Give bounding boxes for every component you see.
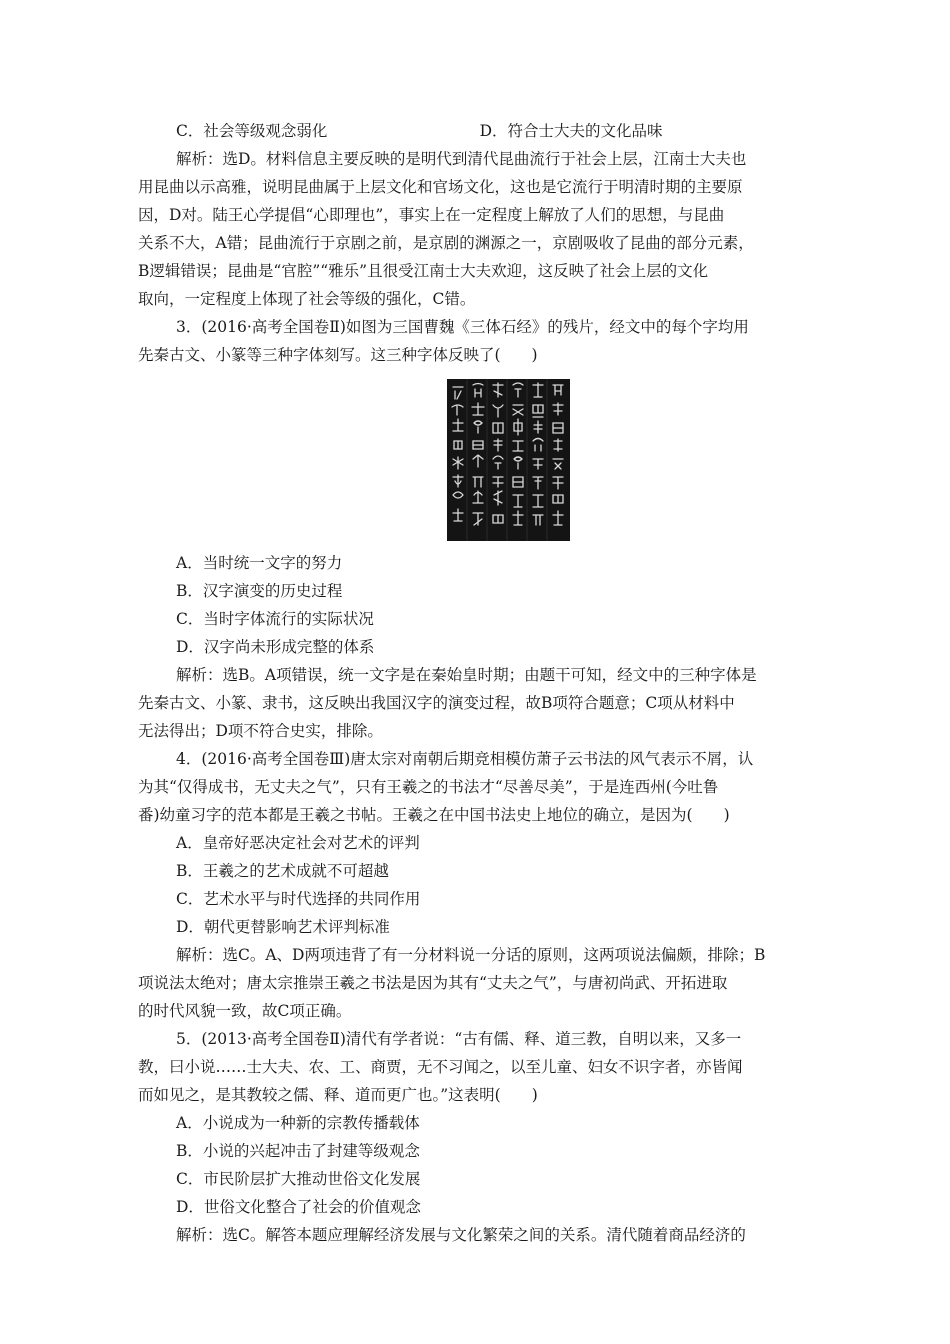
q3-analysis-line: 解析：选B。A项错误，统一文字是在秦始皇时期；由题干可知，经文中的三种字体是 — [176, 666, 757, 684]
q3-stem-line: 3．(2016·高考全国卷Ⅱ)如图为三国曹魏《三体石经》的残片，经文中的每个字均用 — [176, 318, 749, 336]
q5-option: C．市民阶层扩大推动世俗文化发展 — [176, 1170, 421, 1188]
q4-option: D．朝代更替影响艺术评判标准 — [176, 918, 390, 936]
q4-option: A．皇帝好恶决定社会对艺术的评判 — [176, 834, 420, 852]
q4-stem-line: 番)幼童习字的范本都是王羲之书帖。王羲之在中国书法史上地位的确立，是因为( ) — [138, 806, 730, 824]
q4-analysis-line: 解析：选C。A、D两项违背了有一分材料说一分话的原则，这两项说法偏颇，排除；B — [176, 946, 766, 964]
q3-figure — [138, 379, 818, 541]
q3-option: C．当时字体流行的实际状况 — [176, 610, 374, 628]
q3-stem-line: 先秦古文、小篆等三种字体刻写。这三种字体反映了( ) — [138, 346, 538, 364]
q4-stem-line: 4．(2016·高考全国卷Ⅲ)唐太宗对南朝后期竞相模仿萧子云书法的风气表示不屑，认 — [176, 750, 754, 768]
q2-option-c: C．社会等级观念弱化 — [176, 122, 328, 140]
q5-stem-line: 教，曰小说……士大夫、农、工、商贾，无不习闻之，以至儿童、妇女不识字者，亦皆闻 — [138, 1058, 743, 1076]
q4-stem-line: 为其“仅得成书，无丈夫之气”，只有王羲之的书法才“尽善尽美”，于是连西州(今吐鲁 — [138, 778, 719, 796]
q3-option: B．汉字演变的历史过程 — [176, 582, 343, 600]
q5-option: B．小说的兴起冲击了封建等级观念 — [176, 1142, 420, 1160]
q2-analysis-line: B逻辑错误；昆曲是“官腔”“雅乐”且很受江南士大夫欢迎，这反映了社会上层的文化 — [138, 262, 709, 280]
q3-option: D．汉字尚未形成完整的体系 — [176, 638, 375, 656]
q5-option: D．世俗文化整合了社会的价值观念 — [176, 1198, 421, 1216]
q2-analysis-line: 因，D对。陆王心学提倡“心即理也”，事实上在一定程度上解放了人们的思想，与昆曲 — [138, 206, 725, 224]
q2-analysis-line: 用昆曲以示高雅，说明昆曲属于上层文化和官场文化，这也是它流行于明清时期的主要原 — [138, 178, 743, 196]
q5-stem-line: 5．(2013·高考全国卷Ⅱ)清代有学者说：“古有儒、释、道三教，自明以来，又多一 — [176, 1030, 742, 1048]
q2-analysis-line: 关系不大，A错；昆曲流行于京剧之前，是京剧的渊源之一，京剧吸收了昆曲的部分元素， — [138, 234, 754, 252]
q3-option: A．当时统一文字的努力 — [176, 554, 343, 572]
q3-analysis-line: 无法得出；D项不符合史实，排除。 — [138, 722, 383, 740]
q2-option-d: D．符合士大夫的文化品味 — [479, 122, 663, 140]
q5-analysis-line: 解析：选C。解答本题应理解经济发展与文化繁荣之间的关系。清代随着商品经济的 — [176, 1226, 746, 1244]
q5-stem-line: 而如见之，是其教较之儒、释、道而更广也。”这表明( ) — [138, 1086, 538, 1104]
q4-option: C．艺术水平与时代选择的共同作用 — [176, 890, 421, 908]
q2-options-row — [138, 117, 818, 145]
q4-analysis-line: 的时代风貌一致，故C项正确。 — [138, 1002, 352, 1020]
q2-analysis-line: 解析：选D。材料信息主要反映的是明代到清代昆曲流行于社会上层，江南士大夫也 — [176, 150, 747, 168]
q5-option: A．小说成为一种新的宗教传播载体 — [176, 1114, 420, 1132]
stone-inscription-image — [447, 379, 570, 541]
q4-option: B．王羲之的艺术成就不可超越 — [176, 862, 389, 880]
q4-analysis-line: 项说法太绝对；唐太宗推崇王羲之书法是因为其有“丈夫之气”，与唐初尚武、开拓进取 — [138, 974, 728, 992]
q2-analysis-line: 取向，一定程度上体现了社会等级的强化，C错。 — [138, 290, 476, 308]
document-content — [138, 117, 818, 1249]
q3-analysis-line: 先秦古文、小篆、隶书，这反映出我国汉字的演变过程，故B项符合题意；C项从材料中 — [138, 694, 735, 712]
